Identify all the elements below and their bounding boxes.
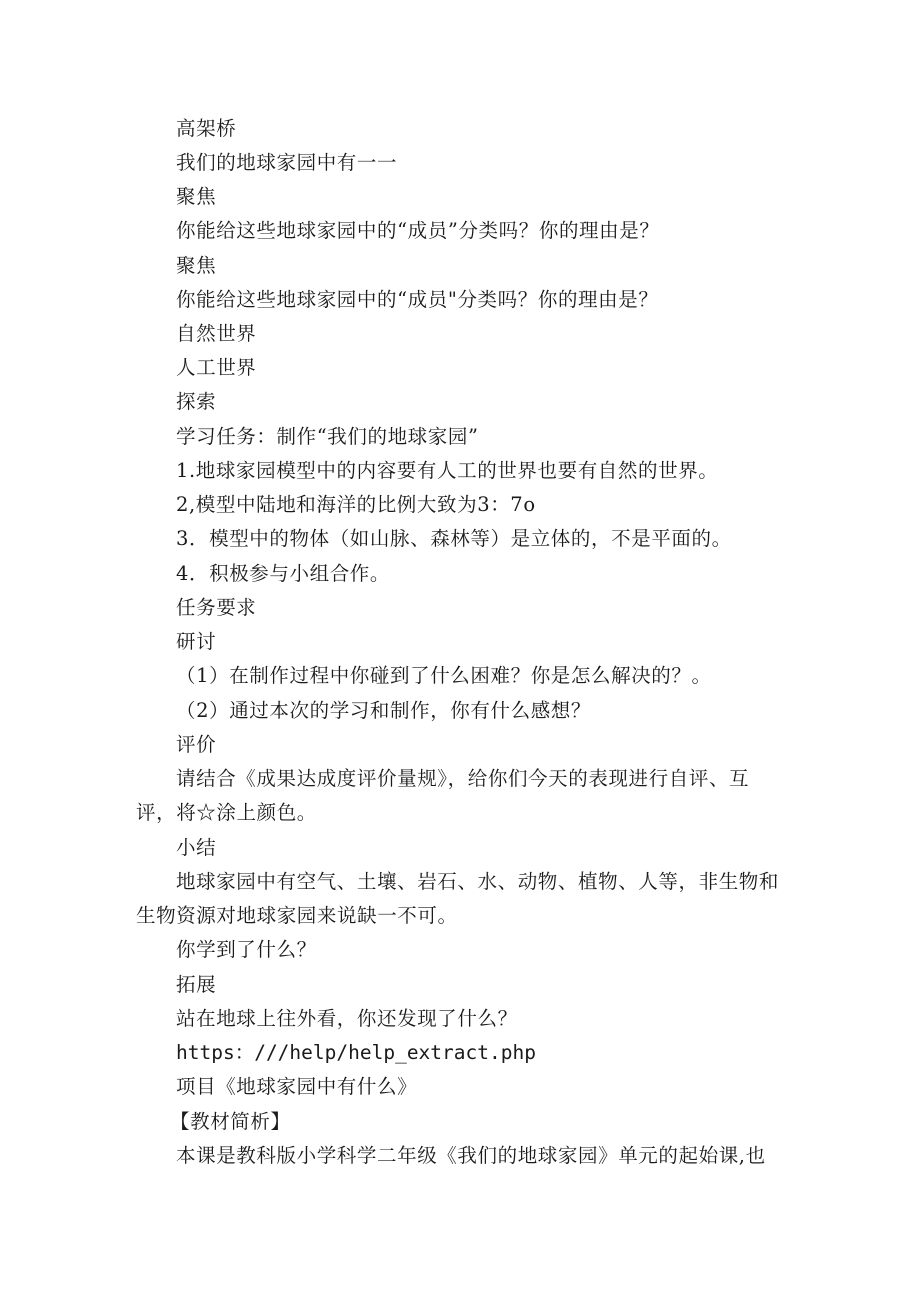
list-item: 1.地球家园模型中的内容要有人工的世界也要有自然的世界。 [176,459,719,482]
section-heading: 拓展 [176,973,217,996]
text-line: 自然世界 [176,322,257,345]
paragraph-line: 评，将☆涂上颜色。 [136,801,317,824]
section-heading: 聚焦 [176,254,217,277]
list-item: （1）在制作过程中你碰到了什么困难？你是怎么解决的？。 [176,664,712,687]
paragraph-line: 本课是教科版小学科学二年级《我们的地球家园》单元的起始课,也 [176,1144,766,1167]
section-heading: 研讨 [176,630,217,653]
project-title: 项目《地球家园中有什么》 [176,1075,418,1098]
text-line: 高架桥 [176,117,237,140]
paragraph-line: 地球家园中有空气、土壤、岩石、水、动物、植物、人等，非生物和 [176,870,780,893]
text-line: 你能给这些地球家园中的“成员"分类吗？你的理由是？ [176,288,659,311]
url-text: https：///help/help_extract.php [176,1041,536,1064]
section-heading: 评价 [176,733,217,756]
text-line: 站在地球上往外看，你还发现了什么？ [176,1007,518,1030]
text-line: 我们的地球家园中有一一 [176,151,398,174]
list-item: （2）通过本次的学习和制作，你有什么感想？ [176,699,592,722]
text-line: 人工世界 [176,356,257,379]
section-heading: 任务要求 [176,596,257,619]
section-heading: 探索 [176,390,217,413]
text-line: 你学到了什么？ [176,938,317,961]
list-item: 2,模型中陆地和海洋的比例大致为3：7o [176,493,536,516]
section-heading: 小结 [176,836,217,859]
list-item: 4．积极参与小组合作。 [176,562,391,585]
paragraph-line: 生物资源对地球家园来说缺一不可。 [136,904,458,927]
list-item: 3．模型中的物体（如山脉、森林等）是立体的，不是平面的。 [176,527,732,550]
section-heading: 【教材简析】 [170,1110,291,1133]
section-heading: 聚焦 [176,185,217,208]
text-line: 你能给这些地球家园中的“成员”分类吗？你的理由是？ [176,219,660,242]
text-line: 学习任务：制作“我们的地球家园” [176,425,479,448]
paragraph-line: 请结合《成果达成度评价量规》，给你们今天的表现进行自评、互 [176,767,750,790]
